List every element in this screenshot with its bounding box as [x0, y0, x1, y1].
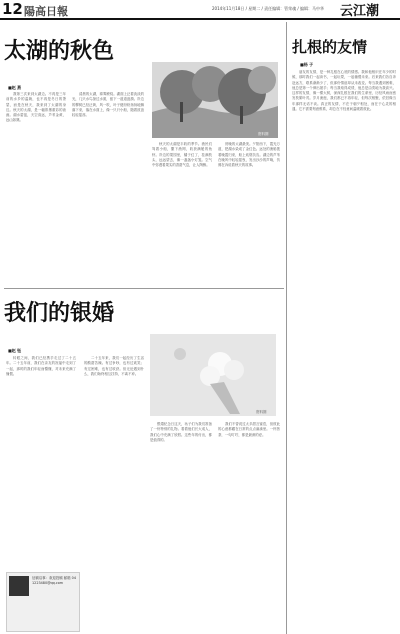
- paragraph: 转眼之间，我们已经携手走过了二十五年。二十五年前，我们在亲友的祝福中走到了一起，那时的我们年轻而懵懂，对未来充满了憧憬。: [6, 356, 76, 376]
- paragraph: 我们不曾说过太多甜言蜜语，但彼此的心意都藏在日常的点点滴滴里。一杯热茶，一句叮咛，都是最深的爱。: [218, 422, 280, 437]
- column-divider: [286, 22, 287, 634]
- article-title-friendship: 扎根的友情: [292, 38, 368, 56]
- paragraph: 清晨的太湖，薄雾缭绕。湖面上泛着淡淡的光，几只水鸟掠过水面，留下一道道涟漪。岸边的柳树已经泛黄，风一吹，叶子便纷纷扬扬地飘落下来，落在水面上，像一只只小船，随着波浪轻轻摇荡。: [72, 92, 144, 118]
- article-title-autumn: 太湖的秋色: [4, 39, 115, 64]
- section-name: 云江潮: [340, 4, 380, 19]
- lake-photo: [152, 62, 278, 138]
- paragraph: 我第三次来到太湖边。不再是三年前的水乡的温婉，也不再是冬日的萧瑟，而是在秋天，我来到了太湖的身边。秋天的太湖，是一幅浓墨重彩的油画。湖水碧蓝，天空高远，芦苇金黄，远山如黛。: [6, 92, 66, 123]
- article-author-silver-wedding: ■赵 钰: [8, 348, 22, 353]
- newspaper-name: 陽高日報: [24, 5, 68, 18]
- ad-text: 征稿启事：欢迎投稿 邮箱 041223480@qq.com: [32, 576, 76, 586]
- submission-ad-box: [6, 572, 80, 632]
- article-body-friendship: [292, 70, 396, 630]
- article-body-col2: [72, 92, 144, 284]
- article-body-col4: [218, 142, 280, 284]
- photo-credit-autumn: 资料图: [258, 132, 269, 136]
- article-body-col1: [6, 92, 66, 284]
- qr-code-icon: [9, 576, 29, 596]
- paragraph: 二十五年来，我们一起经历了生活的酸甜苦辣。有过争吵，也有过欢笑；有过困难，也有过收获。但无论遇到什么，我们始终相互扶持，不离不弃。: [84, 356, 144, 376]
- paragraph: 秋天的太湖是丰收的季节。渔民们驾着小船，撒下渔网，收获满舱的鱼虾。岸边的果园里，橘子红了，挂满枝头，远远望去，像一盏盏小灯笼。空气中弥漫着果实的香甜气息，让人陶醉。: [152, 142, 212, 168]
- article3-body-col4: [218, 422, 280, 630]
- article-body-col3: [152, 142, 212, 284]
- paragraph: 傍晚的太湖最美。夕阳西下，霞光万道，把湖水染成了金红色。远处的渔船披着晚霞归来，船上炊烟袅袅。湖边的芦苇在晚风中轻轻摇曳，发出沙沙的声响，仿佛在诉说着秋天的故事。: [218, 142, 280, 168]
- bouquet-illustration: [150, 334, 276, 416]
- article-author-friendship: ■杨 子: [300, 62, 314, 67]
- article3-body-col2: [84, 356, 144, 630]
- photo-credit-wedding: 资料图: [256, 410, 267, 414]
- paragraph: 朋友的友情，是一种扎根在心底的情感。我和他相识在年少的时候，那时我们一起读书，一起玩耍，一起憧憬未来。后来我们各自奔赴远方，联系渐渐少了，但那份情谊却从未改变。每当我遇到困难，他总是第一个伸出援手；每当我取得成绩，他总是由衷地为我高兴。这样的友情，像一棵大树，深深扎根在我们的生命里，历经风雨而愈发枝繁叶茂。岁月流逝，我们都已不再年轻，但每次相聚，依旧像当年那样无话不谈。真正的友情，不在于朝夕相处，而在于心灵的相通。它不需要刻意维系，却总在不经意间温暖着彼此。: [292, 70, 396, 112]
- article3-body-col1: [6, 356, 76, 566]
- issue-info: 2014年11月18日 / 星期二 / 责任编辑：管荣魂 / 编辑：马中华: [212, 6, 325, 11]
- article-author-autumn: ■赵 燕: [8, 85, 22, 90]
- paragraph: 银婚纪念日这天，孩子们为我们准备了一份特别的礼物。看着他们长大成人，我们心中充满了欣慰。这些年的付出，都是值得的。: [150, 422, 212, 442]
- article-title-silver-wedding: 我们的银婚: [4, 301, 115, 326]
- page-number: 12: [2, 0, 23, 18]
- wedding-photo: [150, 334, 276, 416]
- article3-body-col3: [150, 422, 212, 630]
- tree-illustration: [152, 62, 278, 138]
- section-divider: [4, 288, 284, 289]
